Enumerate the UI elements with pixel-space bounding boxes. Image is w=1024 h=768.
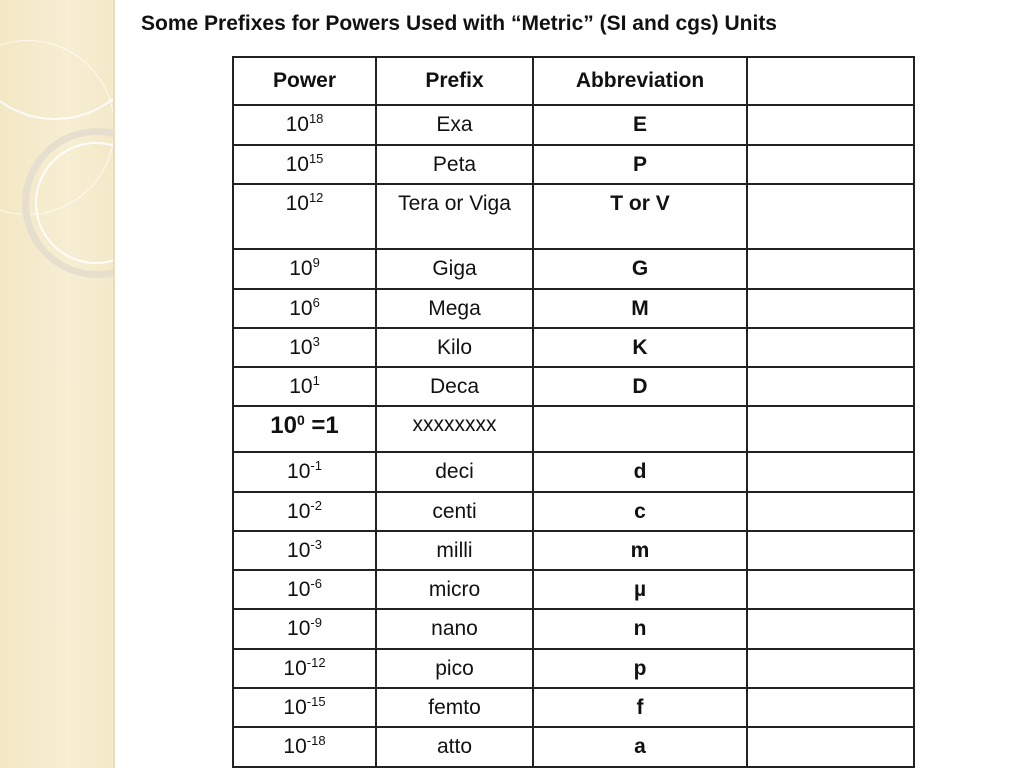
abbreviation-symbol: c xyxy=(634,500,646,523)
table-row xyxy=(233,649,914,688)
power-exponent: -9 xyxy=(310,615,322,630)
abbreviation-symbol: µ xyxy=(633,578,647,601)
abbreviation-cell xyxy=(533,105,747,145)
extra-cell xyxy=(747,105,914,145)
abbreviation-cell xyxy=(533,727,747,767)
prefix-cell xyxy=(376,452,533,492)
power-cell xyxy=(233,184,376,249)
prefix-name: Kilo xyxy=(436,336,473,359)
extra-cell xyxy=(747,570,914,609)
prefix-cell xyxy=(376,649,533,688)
table-row xyxy=(233,492,914,531)
power-base: 10 xyxy=(289,257,313,280)
table-row xyxy=(233,688,914,727)
extra-cell xyxy=(747,289,914,328)
header-power: Power xyxy=(233,57,376,105)
abbreviation-cell xyxy=(533,249,747,289)
decorative-side-strip xyxy=(0,0,113,768)
extra-cell xyxy=(747,649,914,688)
table-row xyxy=(233,570,914,609)
table-row xyxy=(233,289,914,328)
abbreviation-symbol: E xyxy=(632,113,647,136)
prefix-name: xxxxxxxx xyxy=(412,413,497,436)
power-cell xyxy=(233,328,376,367)
table-row xyxy=(233,452,914,492)
power-exponent: -18 xyxy=(306,733,326,748)
prefix-cell xyxy=(376,289,533,328)
power-cell xyxy=(233,406,376,452)
power-cell xyxy=(233,531,376,570)
prefix-cell xyxy=(376,367,533,406)
prefix-name: pico xyxy=(435,657,474,680)
power-value xyxy=(234,493,375,526)
table-row xyxy=(233,531,914,570)
power-cell xyxy=(233,289,376,328)
prefix-cell xyxy=(376,406,533,452)
prefix-name: femto xyxy=(428,696,481,719)
abbreviation-cell xyxy=(533,184,747,249)
power-cell xyxy=(233,249,376,289)
power-cell xyxy=(233,727,376,767)
power-base: 10 xyxy=(270,412,297,439)
table-row xyxy=(233,249,914,289)
abbreviation-symbol: K xyxy=(632,336,648,359)
power-cell xyxy=(233,609,376,649)
prefix-name: Tera or Viga xyxy=(398,192,511,215)
abbreviation-cell xyxy=(533,289,747,328)
power-value xyxy=(234,728,375,761)
power-cell xyxy=(233,570,376,609)
power-value xyxy=(234,368,375,401)
extra-cell xyxy=(747,609,914,649)
power-cell xyxy=(233,492,376,531)
abbreviation-cell xyxy=(533,531,747,570)
prefix-name: Deca xyxy=(429,375,480,398)
power-base: 10 xyxy=(287,460,311,483)
power-base: 10 xyxy=(287,578,311,601)
power-value xyxy=(234,106,375,139)
slide-title: Some Prefixes for Powers Used with “Metric” (SI and cgs) Units xyxy=(141,12,777,35)
power-base: 10 xyxy=(287,617,311,640)
header-prefix: Prefix xyxy=(376,57,533,105)
power-base: 10 xyxy=(289,375,313,398)
power-exponent: -15 xyxy=(306,694,326,709)
prefix-name: Mega xyxy=(428,297,481,320)
prefix-cell xyxy=(376,328,533,367)
power-exponent: 6 xyxy=(312,295,320,310)
prefix-name: nano xyxy=(431,617,478,640)
power-value xyxy=(234,532,375,565)
extra-cell xyxy=(747,688,914,727)
prefix-cell xyxy=(376,145,533,184)
power-exponent: 0 xyxy=(296,412,305,428)
power-exponent: -3 xyxy=(310,537,322,552)
abbreviation-cell xyxy=(533,609,747,649)
prefix-cell xyxy=(376,688,533,727)
power-cell xyxy=(233,688,376,727)
extra-cell xyxy=(747,406,914,452)
extra-cell xyxy=(747,328,914,367)
extra-cell xyxy=(747,452,914,492)
abbreviation-symbol: p xyxy=(633,657,647,680)
header-extra xyxy=(747,57,914,105)
power-base: 10 xyxy=(289,297,313,320)
prefix-name: centi xyxy=(432,500,477,523)
power-value xyxy=(234,453,375,486)
table-row xyxy=(233,328,914,367)
abbreviation-symbol: M xyxy=(631,297,649,320)
extra-cell xyxy=(747,531,914,570)
power-value xyxy=(234,146,375,179)
abbreviation-symbol: a xyxy=(634,735,646,758)
abbreviation-cell xyxy=(533,406,747,452)
power-exponent: 18 xyxy=(308,111,324,126)
prefix-cell xyxy=(376,184,533,249)
power-exponent: 3 xyxy=(312,334,320,349)
prefix-name: milli xyxy=(436,539,473,562)
abbreviation-symbol: f xyxy=(636,696,644,719)
power-suffix: =1 xyxy=(304,412,339,439)
power-base: 10 xyxy=(285,113,309,136)
power-value xyxy=(234,250,375,283)
power-value xyxy=(234,610,375,643)
prefix-name: Giga xyxy=(432,257,477,280)
power-exponent: -1 xyxy=(310,458,322,473)
power-base: 10 xyxy=(285,153,309,176)
abbreviation-symbol xyxy=(534,407,746,414)
prefix-name: micro xyxy=(428,578,481,601)
abbreviation-symbol: n xyxy=(633,617,647,640)
extra-cell xyxy=(747,249,914,289)
table-row xyxy=(233,406,914,452)
power-cell xyxy=(233,367,376,406)
prefix-table xyxy=(232,56,915,768)
abbreviation-cell xyxy=(533,452,747,492)
power-cell xyxy=(233,452,376,492)
power-value xyxy=(234,650,375,683)
abbreviation-symbol: T or V xyxy=(610,192,670,215)
abbreviation-cell xyxy=(533,649,747,688)
abbreviation-symbol: G xyxy=(631,257,649,280)
prefix-table-body xyxy=(233,57,914,767)
prefix-name: deci xyxy=(435,460,474,483)
power-exponent: 12 xyxy=(308,190,324,205)
power-cell xyxy=(233,105,376,145)
power-exponent: -6 xyxy=(310,576,322,591)
abbreviation-symbol: m xyxy=(630,539,650,562)
abbreviation-symbol: d xyxy=(633,460,647,483)
abbreviation-cell xyxy=(533,367,747,406)
table-row xyxy=(233,145,914,184)
extra-cell xyxy=(747,492,914,531)
table-row xyxy=(233,367,914,406)
power-value xyxy=(234,407,375,440)
power-base: 10 xyxy=(283,696,307,719)
header-abbreviation: Abbreviation xyxy=(533,57,747,105)
power-exponent: 15 xyxy=(308,151,324,166)
abbreviation-cell xyxy=(533,328,747,367)
prefix-cell xyxy=(376,570,533,609)
power-exponent: -2 xyxy=(310,498,322,513)
prefix-name: atto xyxy=(436,735,473,758)
power-base: 10 xyxy=(285,192,309,215)
power-base: 10 xyxy=(283,657,307,680)
power-exponent: 1 xyxy=(312,373,320,388)
abbreviation-cell xyxy=(533,145,747,184)
power-cell xyxy=(233,145,376,184)
prefix-name: Peta xyxy=(432,153,477,176)
table-row xyxy=(233,184,914,249)
power-base: 10 xyxy=(283,735,307,758)
abbreviation-cell xyxy=(533,688,747,727)
abbreviation-symbol: P xyxy=(632,153,647,176)
power-base: 10 xyxy=(287,500,311,523)
power-base: 10 xyxy=(287,539,311,562)
power-exponent: -12 xyxy=(306,655,326,670)
table-row xyxy=(233,105,914,145)
power-value xyxy=(234,689,375,722)
table-header-row xyxy=(233,57,914,105)
prefix-cell xyxy=(376,492,533,531)
prefix-cell xyxy=(376,105,533,145)
power-value xyxy=(234,571,375,604)
abbreviation-symbol: D xyxy=(632,375,648,398)
power-value xyxy=(234,290,375,323)
abbreviation-cell xyxy=(533,570,747,609)
power-value xyxy=(234,185,375,218)
table-row xyxy=(233,609,914,649)
abbreviation-cell xyxy=(533,492,747,531)
prefix-name: Exa xyxy=(436,113,473,136)
table-row xyxy=(233,727,914,767)
prefix-cell xyxy=(376,531,533,570)
power-value xyxy=(234,329,375,362)
extra-cell xyxy=(747,184,914,249)
extra-cell xyxy=(747,727,914,767)
prefix-cell xyxy=(376,609,533,649)
power-base: 10 xyxy=(289,336,313,359)
prefix-cell xyxy=(376,727,533,767)
power-exponent: 9 xyxy=(312,255,320,270)
power-cell xyxy=(233,649,376,688)
extra-cell xyxy=(747,367,914,406)
prefix-cell xyxy=(376,249,533,289)
extra-cell xyxy=(747,145,914,184)
